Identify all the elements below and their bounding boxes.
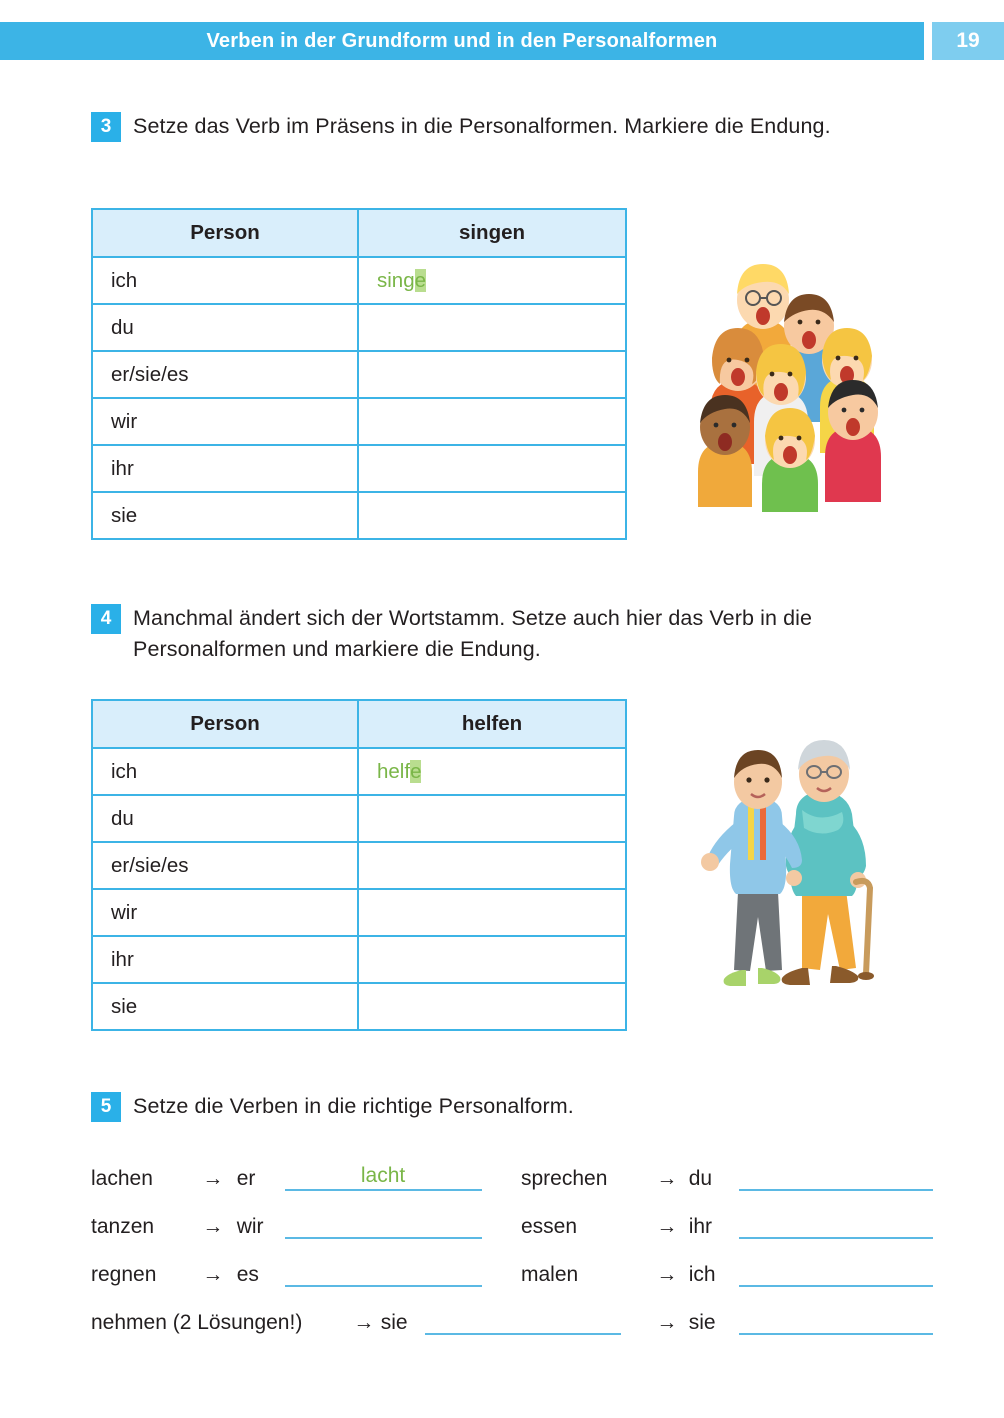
pronoun-label: ich (688, 1263, 716, 1286)
fill-in-row-tanzen (91, 1211, 482, 1239)
answer-cell[interactable] (358, 795, 626, 842)
arrow-icon: → (656, 1263, 678, 1286)
exercise-number-3: 3 (91, 112, 121, 142)
person-cell: du (92, 795, 358, 842)
table-row (92, 795, 626, 842)
page-title: Verben in der Grundform und in den Personalformen (206, 30, 718, 52)
table-row (92, 492, 626, 539)
exercise-number-4: 4 (91, 604, 121, 634)
answer-stem: helf (377, 759, 411, 783)
answer-blank[interactable] (739, 1259, 933, 1287)
fill-in-row-lachen (91, 1163, 482, 1191)
table-header-row (92, 700, 626, 748)
arrow-icon: → (202, 1215, 224, 1238)
table-row (92, 748, 626, 795)
answer-ending: e (410, 759, 422, 783)
table-row (92, 889, 626, 936)
arrow-icon: → (353, 1311, 375, 1334)
fill-in-row-sprechen (521, 1163, 933, 1191)
fill-in-row-malen (521, 1259, 933, 1287)
table-row (92, 983, 626, 1030)
fill-in-row-essen (521, 1211, 933, 1239)
column-header-verb: singen (358, 209, 626, 257)
table-row (92, 257, 626, 304)
answer-stem: sing (377, 268, 415, 292)
table-row (92, 398, 626, 445)
person-cell: du (92, 304, 358, 351)
person-cell: ich (92, 748, 358, 795)
column-header-verb: helfen (358, 700, 626, 748)
arrow-icon: → (656, 1215, 678, 1238)
arrow-icon: → (202, 1167, 224, 1190)
page-number: 19 (956, 29, 980, 52)
verb-label: nehmen (2 Lösungen!) (91, 1311, 303, 1334)
table-row (92, 304, 626, 351)
person-cell: ihr (92, 445, 358, 492)
table-header-row (92, 209, 626, 257)
column-header-person: Person (92, 209, 358, 257)
exercise-instruction-5: Setze die Verben in die richtige Personalform. (133, 1094, 574, 1118)
exercise-number-5: 5 (91, 1092, 121, 1122)
arrow-icon: → (202, 1263, 224, 1286)
person-cell: sie (92, 983, 358, 1030)
verb-label: regnen (91, 1263, 157, 1286)
answer-blank[interactable] (285, 1211, 482, 1239)
pronoun-label: er (236, 1167, 256, 1190)
arrow-icon: → (656, 1311, 678, 1334)
pronoun-label: ihr (688, 1215, 713, 1238)
singing-children-illustration (690, 222, 910, 512)
table-row (92, 936, 626, 983)
answer-blank[interactable] (739, 1211, 933, 1239)
pronoun-label: sie (380, 1311, 408, 1334)
answer-cell[interactable] (358, 748, 626, 795)
answer-cell[interactable] (358, 492, 626, 539)
person-cell: ich (92, 257, 358, 304)
pronoun-label: es (236, 1263, 259, 1286)
answer-blank[interactable] (285, 1259, 482, 1287)
answer-cell[interactable] (358, 842, 626, 889)
fill-in-row-regnen (91, 1259, 482, 1287)
verb-label: sprechen (521, 1167, 608, 1190)
person-cell: ihr (92, 936, 358, 983)
answer-cell[interactable] (358, 257, 626, 304)
arrow-icon: → (656, 1167, 678, 1190)
answer-ending: e (414, 268, 427, 292)
conjugation-table-helfen (91, 699, 627, 1031)
person-cell: er/sie/es (92, 351, 358, 398)
answer-blank[interactable] (739, 1307, 933, 1335)
verb-label: malen (521, 1263, 579, 1286)
person-cell: wir (92, 889, 358, 936)
verb-label: tanzen (91, 1215, 155, 1238)
column-header-person: Person (92, 700, 358, 748)
answer-cell[interactable] (358, 983, 626, 1030)
table-row (92, 445, 626, 492)
person-cell: sie (92, 492, 358, 539)
verb-label: essen (521, 1215, 578, 1238)
verb-label: lachen (91, 1167, 153, 1190)
fill-in-row-nehmen-second (521, 1307, 933, 1335)
person-cell: er/sie/es (92, 842, 358, 889)
exercise-instruction-4: Manchmal ändert sich der Wortstamm. Setze auch hier das Verb in die Personalformen und markiere die Endung. (133, 606, 813, 661)
exercise-instruction-3: Setze das Verb im Präsens in die Personalformen. Markiere die Endung. (133, 114, 831, 138)
answer-blank[interactable] (739, 1163, 933, 1191)
page-header (0, 22, 1004, 60)
table-row (92, 842, 626, 889)
conjugation-table-singen (91, 208, 627, 540)
answer-cell[interactable] (358, 445, 626, 492)
answer-cell[interactable] (358, 351, 626, 398)
answer-cell[interactable] (358, 304, 626, 351)
answer-cell[interactable] (358, 889, 626, 936)
boy-helping-elderly-woman-illustration (690, 710, 910, 1020)
pronoun-label: wir (236, 1215, 264, 1238)
person-cell: wir (92, 398, 358, 445)
table-row (92, 351, 626, 398)
answer-blank[interactable]: lacht (285, 1163, 482, 1191)
pronoun-label: sie (688, 1311, 716, 1334)
pronoun-label: du (688, 1167, 713, 1190)
answer-cell[interactable] (358, 936, 626, 983)
answer-cell[interactable] (358, 398, 626, 445)
